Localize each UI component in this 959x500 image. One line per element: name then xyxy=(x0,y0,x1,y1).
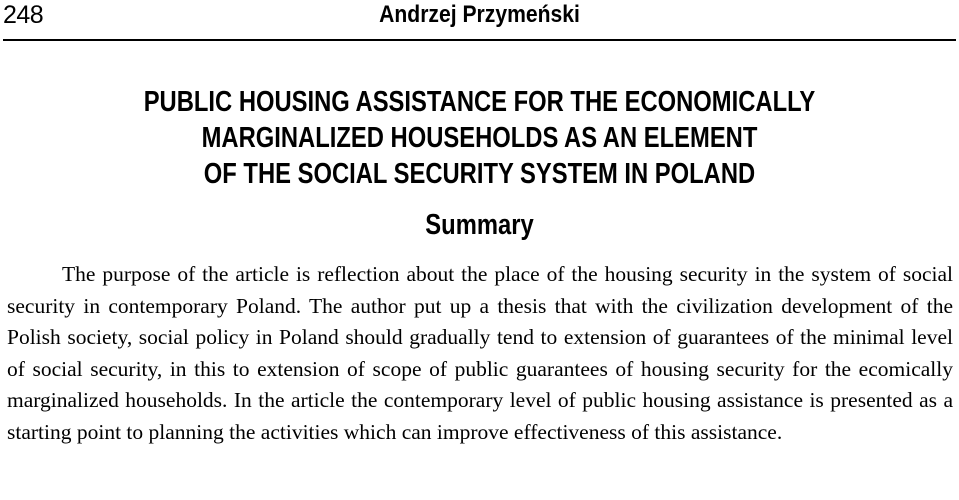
running-header-author: Andrzej Przymeński xyxy=(379,1,580,28)
summary-heading: Summary xyxy=(425,209,534,241)
article-title xyxy=(0,84,959,192)
summary-paragraph: The purpose of the article is reflection about the place of the housing security in the system of social security in contemporary Poland. The author put up a thesis that with the civilization development of the Polish society, social policy in Poland should gradually tend to extension of guarantees of the minimal level of social security, in this to extension of scope of public guarantees of housing security for the ecomically marginalized households. In the article the contemporary level of public housing assistance is presented as a starting point to planning the activities which can improve effectiveness of this assistance. xyxy=(7,262,953,444)
page-header xyxy=(0,0,959,44)
title-line-3: OF THE SOCIAL SECURITY SYSTEM IN POLAND xyxy=(203,158,756,190)
header-rule xyxy=(3,39,956,41)
title-line-2: MARGINALIZED HOUSEHOLDS AS AN ELEMENT xyxy=(201,122,758,154)
page-number: 248 xyxy=(3,1,44,29)
title-line-1: PUBLIC HOUSING ASSISTANCE FOR THE ECONOMICALLY xyxy=(143,86,816,118)
